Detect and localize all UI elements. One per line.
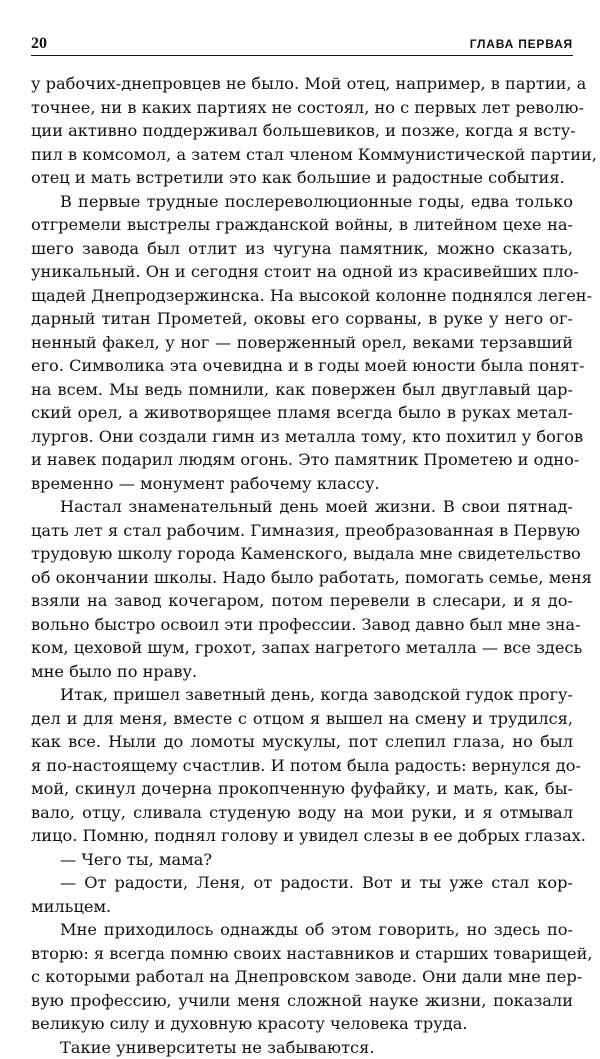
text-line: мне было по нраву. bbox=[31, 660, 573, 684]
text-line: лургов. Они создали гимн из металла тому, кто похитил у богов bbox=[31, 425, 573, 449]
text-line: мильцем. bbox=[31, 895, 573, 919]
text-line: пил в комсомол, а затем стал членом Коммунистической партии, bbox=[31, 143, 573, 167]
text-line: ком, цеховой шум, грохот, запах нагретого металла — все здесь bbox=[31, 636, 573, 660]
text-line: великую силу и духовную красоту человека труда. bbox=[31, 1012, 573, 1036]
text-line: на всем. Мы ведь помнили, как повержен был двуглавый цар- bbox=[31, 378, 573, 402]
text-line: ненный факел, у ног — поверженный орел, веками терзавший bbox=[31, 331, 573, 355]
text-line: ский орел, а животворящее пламя всегда было в руках метал- bbox=[31, 401, 573, 425]
text-line: мой, скинул дочерна прокопченную фуфайку, и мать, как, бы- bbox=[31, 777, 573, 801]
text-line: трудовую школу города Каменского, выдала мне свидетельство bbox=[31, 542, 573, 566]
text-line: с которыми работал на Днепровском заводе. Они дали мне пер- bbox=[31, 965, 573, 989]
text-line: дарный титан Прометей, оковы его сорваны, в руке у него ог- bbox=[31, 307, 573, 331]
text-line: шего завода был отлит из чугуна памятник, можно сказать, bbox=[31, 237, 573, 261]
header-divider bbox=[31, 55, 573, 56]
text-line: я по-настоящему счастлив. И потом была радость: вернулся до- bbox=[31, 754, 573, 778]
text-line: Мне приходилось однажды об этом говорить, но здесь по- bbox=[31, 918, 573, 942]
text-line: отгремели выстрелы гражданской войны, в литейном цехе на- bbox=[31, 213, 573, 237]
text-line: у рабочих-днепровцев не было. Мой отец, например, в партии, а bbox=[31, 72, 573, 96]
text-line: Итак, пришел заветный день, когда заводской гудок прогу- bbox=[31, 683, 573, 707]
text-line: В первые трудные послереволюционные годы, едва только bbox=[31, 190, 573, 214]
text-line: дел и для меня, вместе с отцом я вышел на смену и трудился, bbox=[31, 707, 573, 731]
text-line: временно — монумент рабочему классу. bbox=[31, 472, 573, 496]
text-line: точнее, ни в каких партиях не состоял, но с первых лет револю- bbox=[31, 96, 573, 120]
page-number: 20 bbox=[31, 34, 47, 54]
text-line: лицо. Помню, поднял голову и увидел слезы в ее добрых глазах. bbox=[31, 824, 573, 848]
page-header bbox=[31, 34, 573, 56]
text-line: вольно быстро освоил эти профессии. Завод давно был мне зна- bbox=[31, 613, 573, 637]
text-line: как все. Ныли до ломоты мускулы, пот слепил глаза, но был bbox=[31, 730, 573, 754]
text-line: взяли на завод кочегаром, потом перевели в слесари, и я до- bbox=[31, 589, 573, 613]
text-line: Такие университеты не забываются. bbox=[31, 1036, 573, 1059]
text-line: вую профессию, учили меня сложной науке жизни, показали bbox=[31, 989, 573, 1013]
text-line: — От радости, Леня, от радости. Вот и ты уже стал кор- bbox=[31, 871, 573, 895]
chapter-title: ГЛАВА ПЕРВАЯ bbox=[470, 35, 573, 53]
text-line: — Чего ты, мама? bbox=[31, 848, 573, 872]
text-line: его. Символика эта очевидна и в годы моей юности была понят- bbox=[31, 354, 573, 378]
text-line: вало, отцу, сливала студеную воду на мои руки, и я отмывал bbox=[31, 801, 573, 825]
text-line: цать лет я стал рабочим. Гимназия, преобразованная в Первую bbox=[31, 519, 573, 543]
text-line: отец и мать встретили это как большие и радостные события. bbox=[31, 166, 573, 190]
text-line: и навек подарил людям огонь. Это памятник Прометею и одно- bbox=[31, 448, 573, 472]
text-line: уникальный. Он и сегодня стоит на одной из красивейших пло- bbox=[31, 260, 573, 284]
text-line: вторю: я всегда помню своих наставников и старших товарищей, bbox=[31, 942, 573, 966]
text-line: ции активно поддерживал большевиков, и позже, когда я всту- bbox=[31, 119, 573, 143]
text-line: щадей Днепродзержинска. На высокой колонне поднялся леген- bbox=[31, 284, 573, 308]
body-text bbox=[31, 72, 573, 1059]
text-line: об окончании школы. Надо было работать, помогать семье, меня bbox=[31, 566, 573, 590]
text-line: Настал знаменательный день моей жизни. В свои пятнад- bbox=[31, 495, 573, 519]
